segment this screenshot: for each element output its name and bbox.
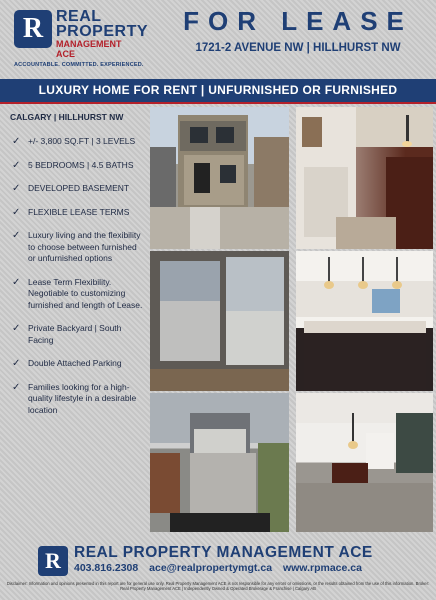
open-kitchen-photo [296, 393, 433, 532]
logo-wordmark [56, 8, 149, 59]
logo-line-ace: ACE [56, 49, 76, 59]
check-icon: ✓ [12, 323, 21, 334]
feature-item [10, 207, 144, 219]
feature-item [10, 358, 144, 370]
website-link[interactable]: www.rpmace.ca [282, 562, 362, 574]
rpm-logo-icon [14, 10, 52, 48]
logo-line-management: MANAGEMENT [56, 39, 122, 49]
feature-text: Luxury living and the flexibility to choose between furnished or unfurnished options [28, 230, 141, 263]
tagline: ACCOUNTABLE. COMMITTED. EXPERIENCED. [14, 62, 144, 68]
house-exterior-photo [150, 107, 289, 249]
banner-divider [0, 102, 436, 104]
footer-brand: REAL PROPERTY MANAGEMENT ACE [74, 544, 373, 561]
email-link[interactable]: ace@realpropertymgt.ca [149, 562, 273, 574]
feature-item [10, 136, 144, 148]
kitchen-island-photo [296, 251, 433, 391]
feature-item [10, 230, 144, 265]
feature-item [10, 277, 144, 312]
page-title: FOR LEASE [183, 6, 413, 36]
feature-item [10, 160, 144, 172]
feature-text: Double Attached Parking [28, 358, 122, 368]
header [0, 0, 436, 76]
check-icon: ✓ [12, 358, 21, 369]
headline-banner: LUXURY HOME FOR RENT | UNFURNISHED OR FURNISHED [0, 79, 436, 102]
check-icon: ✓ [12, 136, 21, 147]
footer [0, 538, 436, 600]
check-icon: ✓ [12, 159, 21, 171]
feature-item [10, 183, 144, 195]
logo-line-property: PROPERTY [56, 23, 149, 40]
backyard-garage-photo [150, 393, 289, 532]
feature-text: DEVELOPED BASEMENT [28, 183, 130, 193]
feature-text: FLEXIBLE LEASE TERMS [28, 206, 130, 217]
disclaimer: Disclaimer: Information and opinions presented in this report are for general use only. Real Property Management ACE is not responsible for any errors or omissions, or the results obtained from the use of this information. Broker: Real Property Management ACE | Independently Owned & Operated Brokerage & Franchise | Calgary AB [6, 581, 430, 592]
window-view-photo [150, 251, 289, 391]
check-icon: ✓ [12, 276, 21, 288]
footer-logo-icon [38, 546, 68, 576]
logo-line-real: REAL [56, 8, 102, 25]
phone-number[interactable]: 403.816.2308 [74, 562, 139, 574]
feature-text: Private Backyard | South Facing [28, 323, 122, 345]
footer-logo-letter: R [45, 548, 61, 573]
check-icon: ✓ [12, 230, 21, 241]
features-list [10, 112, 144, 532]
footer-contact [74, 562, 370, 574]
logo-letter: R [22, 13, 44, 44]
feature-text: Families looking for a high-quality lifestyle in a desirable location [28, 381, 137, 415]
feature-item [10, 382, 144, 417]
feature-text: +/- 3,800 SQ.FT | 3 LEVELS [28, 136, 136, 146]
property-address: 1721-2 AVENUE NW | HILLHURST NW [195, 42, 401, 54]
feature-text: 5 BEDROOMS | 4.5 BATHS [28, 159, 134, 170]
kitchen-photo [296, 107, 433, 249]
feature-text: Lease Term Flexibility. Negotiable to customizing furnished and length of Lease. [28, 276, 143, 310]
check-icon: ✓ [12, 206, 21, 218]
city-label: CALGARY | HILLHURST NW [10, 112, 124, 122]
feature-item [10, 323, 144, 346]
check-icon: ✓ [12, 381, 21, 393]
check-icon: ✓ [12, 183, 21, 194]
